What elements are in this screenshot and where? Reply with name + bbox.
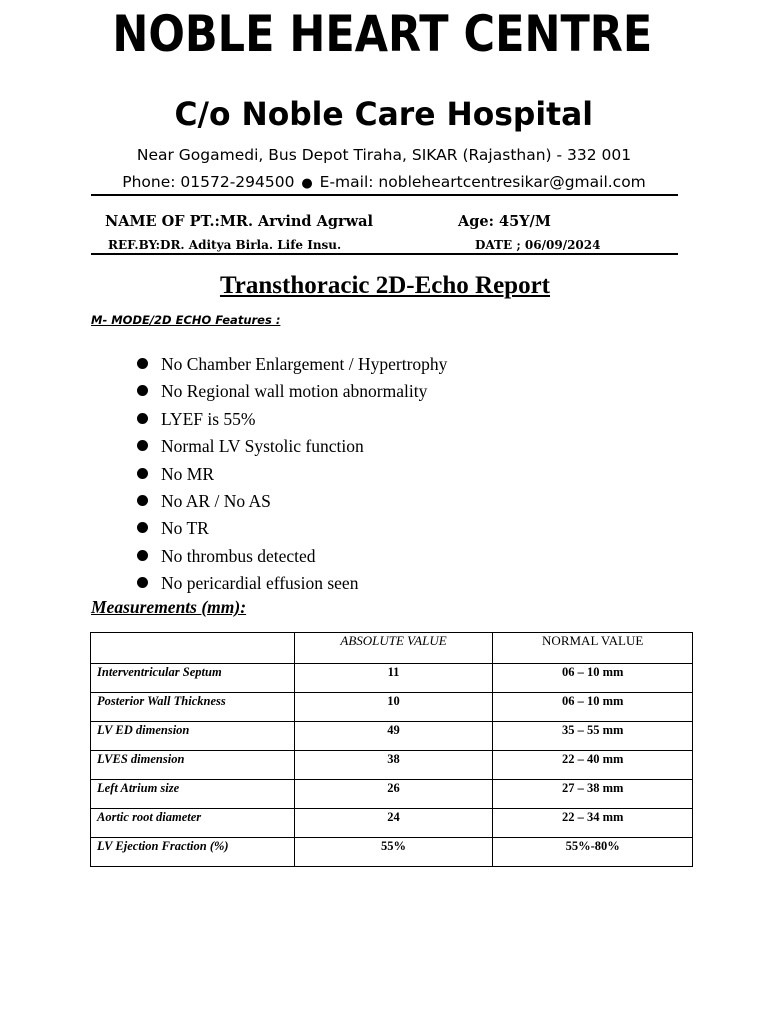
parameter-cell: Interventricular Septum [91, 664, 295, 693]
parameter-cell: LV Ejection Fraction (%) [91, 838, 295, 867]
table-row [91, 809, 693, 838]
bullet-icon [137, 440, 148, 451]
finding-item: No AR / No AS [137, 488, 447, 515]
table-row [91, 751, 693, 780]
absolute-value-cell: 11 [294, 664, 493, 693]
parameter-cell: Aortic root diameter [91, 809, 295, 838]
absolute-value-cell: 55% [294, 838, 493, 867]
bullet-icon [137, 522, 148, 533]
separator-dot-icon: ● [301, 176, 313, 191]
bullet-icon [137, 413, 148, 424]
finding-item: No TR [137, 515, 447, 542]
absolute-value-cell: 26 [294, 780, 493, 809]
phone-text: Phone: 01572-294500 [122, 173, 295, 191]
absolute-value-cell: 38 [294, 751, 493, 780]
table-row [91, 664, 693, 693]
parameter-cell: Posterior Wall Thickness [91, 693, 295, 722]
measurements-label: Measurements (mm): [91, 597, 247, 617]
table-row [91, 693, 693, 722]
finding-item: No Chamber Enlargement / Hypertrophy [137, 351, 447, 378]
header-absolute-value: ABSOLUTE VALUE [294, 633, 493, 664]
patient-divider [91, 253, 678, 255]
absolute-value-cell: 10 [294, 693, 493, 722]
finding-item: Normal LV Systolic function [137, 433, 447, 460]
bullet-icon [137, 358, 148, 369]
table-row [91, 838, 693, 867]
normal-value-cell: 27 – 38 mm [493, 780, 693, 809]
normal-value-cell: 22 – 40 mm [493, 751, 693, 780]
report-title: Transthoracic 2D-Echo Report [219, 272, 551, 299]
table-row [91, 780, 693, 809]
bullet-icon [137, 385, 148, 396]
measurements-table [90, 632, 693, 867]
bullet-icon [137, 550, 148, 561]
email-text: E-mail: nobleheartcentresikar@gmail.com [319, 173, 646, 191]
hospital-name: NOBLE HEART CENTRE [112, 5, 653, 63]
findings-list [137, 351, 447, 598]
header-parameter [91, 633, 295, 664]
header-divider [91, 194, 678, 196]
hospital-contact [0, 171, 768, 195]
report-date: DATE ; 06/09/2024 [475, 238, 601, 252]
header-normal-value: NORMAL VALUE [493, 633, 693, 664]
normal-value-cell: 22 – 34 mm [493, 809, 693, 838]
parameter-cell: Left Atrium size [91, 780, 295, 809]
parameter-cell: LV ED dimension [91, 722, 295, 751]
hospital-subtitle: C/o Noble Care Hospital [174, 95, 594, 133]
finding-item: No pericardial effusion seen [137, 570, 447, 597]
bullet-icon [137, 468, 148, 479]
finding-item: No MR [137, 461, 447, 488]
bullet-icon [137, 495, 148, 506]
parameter-cell: LVES dimension [91, 751, 295, 780]
normal-value-cell: 06 – 10 mm [493, 664, 693, 693]
finding-item: LYEF is 55% [137, 406, 447, 433]
referred-by: REF.BY:DR. Aditya Birla. Life Insu. [108, 238, 342, 252]
normal-value-cell: 55%-80% [493, 838, 693, 867]
hospital-address: Near Gogamedi, Bus Depot Tiraha, SIKAR (Rajasthan) - 332 001 [136, 146, 632, 164]
patient-age: Age: 45Y/M [458, 213, 551, 230]
absolute-value-cell: 49 [294, 722, 493, 751]
bullet-icon [137, 577, 148, 588]
normal-value-cell: 35 – 55 mm [493, 722, 693, 751]
mmode-label: M- MODE/2D ECHO Features : [91, 313, 281, 327]
normal-value-cell: 06 – 10 mm [493, 693, 693, 722]
table-header-row [91, 633, 693, 664]
table-row [91, 722, 693, 751]
finding-item: No thrombus detected [137, 543, 447, 570]
finding-item: No Regional wall motion abnormality [137, 378, 447, 405]
absolute-value-cell: 24 [294, 809, 493, 838]
patient-name: NAME OF PT.:MR. Arvind Agrwal [105, 213, 374, 230]
